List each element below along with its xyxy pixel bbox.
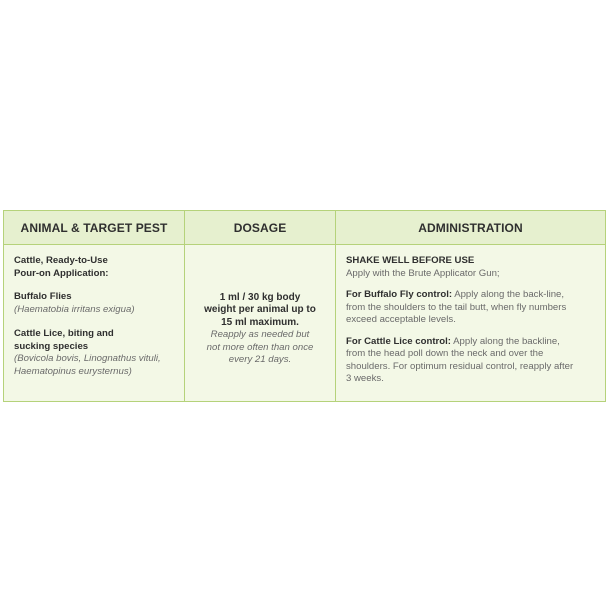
header-animal-target-pest: ANIMAL & TARGET PEST <box>4 211 185 245</box>
dosage-note-line1: Reapply as needed but <box>210 329 310 340</box>
cattle-lice-instructions <box>346 336 597 386</box>
header-administration: ADMINISTRATION <box>336 211 605 245</box>
dosage-cell <box>185 245 336 401</box>
buffalo-fly-text-line3: exceed acceptable levels. <box>346 314 456 325</box>
apply-with-text: Apply with the Brute Applicator Gun; <box>346 267 500 279</box>
dosage-amount-line1: 1 ml / 30 kg body <box>219 291 301 303</box>
animal-target-pest-cell <box>4 245 185 401</box>
cattle-lice-text-line2: from the head poll down the neck and over the <box>346 348 544 359</box>
buffalo-fly-text-line2: from the shoulders to the tail butt, when fly numbers <box>346 301 567 313</box>
buffalo-flies-species: (Haematobia irritans exigua) <box>14 303 135 315</box>
dosage-table <box>3 210 606 402</box>
shake-warning: SHAKE WELL BEFORE USE <box>346 255 475 266</box>
cattle-lice-label: For Cattle Lice control: <box>346 335 452 347</box>
application-type-line1: Cattle, Ready-to-Use <box>14 255 108 266</box>
cattle-lice-text-line1: Apply along the backline, <box>451 335 560 347</box>
buffalo-fly-label: For Buffalo Fly control: <box>346 289 453 300</box>
header-dosage: DOSAGE <box>185 211 336 245</box>
application-type-line2: Pour-on Application: <box>14 267 109 279</box>
administration-cell <box>336 245 605 401</box>
dosage-note-line2: not more often than once <box>206 341 314 353</box>
cattle-lice-text-line3: shoulders. For optimum residual control, reapply after <box>346 360 574 372</box>
buffalo-fly-instructions <box>346 289 597 327</box>
dosage-amount-line2: weight per animal up to <box>204 304 316 315</box>
cattle-lice-title-line2: sucking species <box>14 340 89 352</box>
cattle-lice-title-line1: Cattle Lice, biting and <box>14 328 114 339</box>
buffalo-flies-title: Buffalo Flies <box>14 291 72 302</box>
dosage-note-line3: every 21 days. <box>228 354 292 365</box>
cattle-lice-species-line1: (Bovicola bovis, Linognathus vituli, <box>14 353 161 364</box>
buffalo-fly-text-line1: Apply along the back-line, <box>452 289 565 300</box>
cattle-lice-text-line4: 3 weeks. <box>346 373 384 384</box>
dosage-amount-line3: 15 ml maximum. <box>221 316 299 328</box>
cattle-lice-species-line2: Haematopinus eurysternus) <box>14 365 132 377</box>
